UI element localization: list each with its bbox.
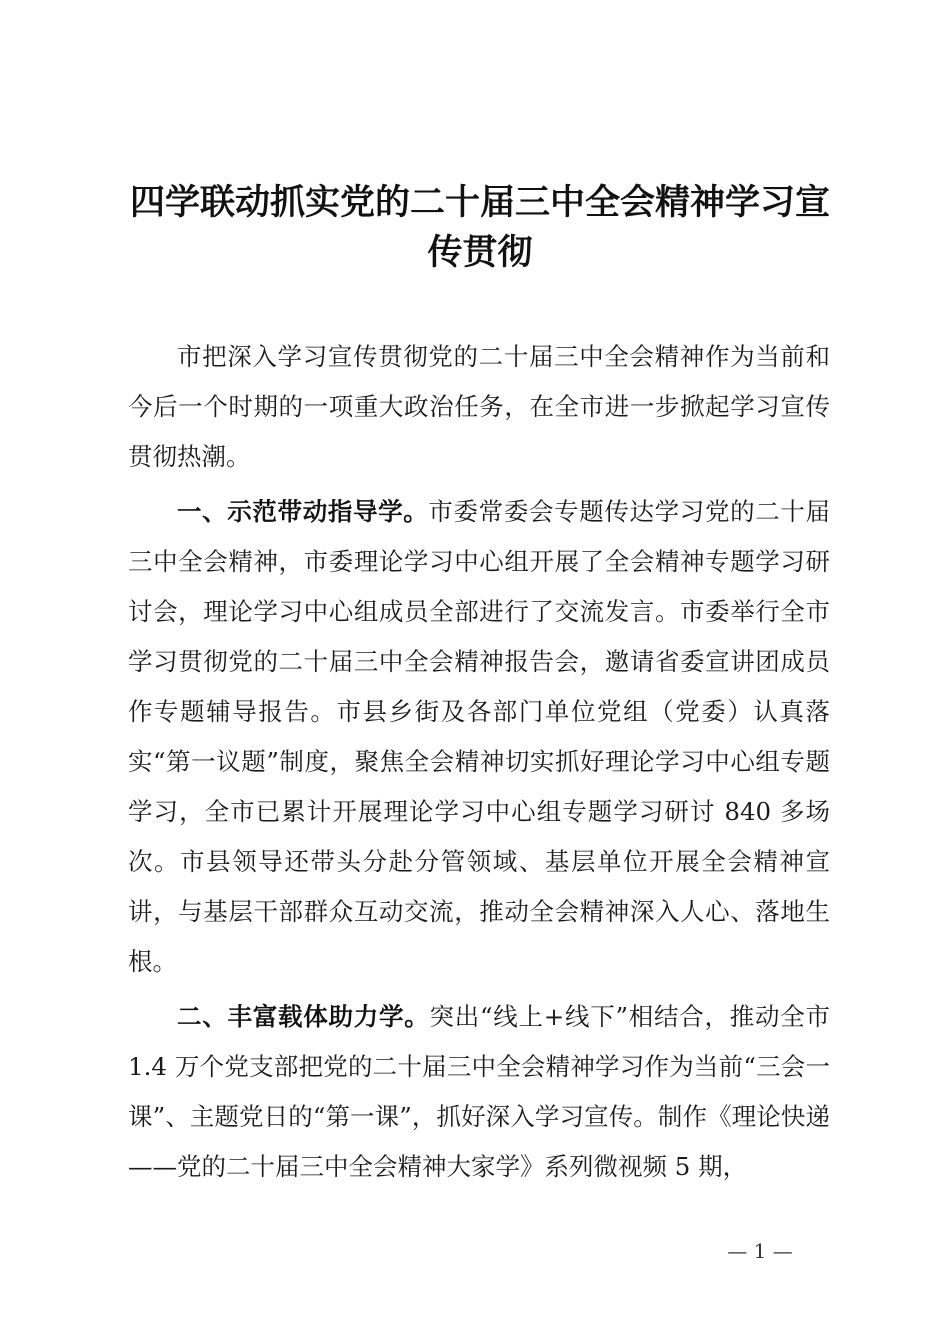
document-title: 四学联动抓实党的二十届三中全会精神学习宣传贯彻 (129, 183, 830, 273)
page-number: — 1 — (727, 1239, 793, 1263)
paragraph-section-2 (128, 992, 830, 1192)
paragraph-intro (128, 332, 830, 482)
paragraph-section-1 (128, 487, 830, 987)
paragraph-text: 市委常委会专题传达学习党的二十届三中全会精神，市委理论学习中心组开展了全会精神专题学习研讨会，理论学习中心组成员全部进行了交流发言。市委举行全市学习贯彻党的二十届三中全会精神报告会，邀请省委宣讲团成员作专题辅导报告。市县乡街及各部门单位党组（党委）认真落实“第一议题”制度，聚焦全会精神切实抓好理论学习中心组专题学习，全市已累计开展理论学习中心组专题学习研讨 840 多场次。市县领导还带头分赴分管领域、基层单位开展全会精神宣讲，与基层干部群众互动交流，推动全会精神深入人心、落地生根。 (128, 497, 831, 976)
document-body (128, 332, 830, 1197)
paragraph-text: 突出“线上+线下”相结合，推动全市 1.4 万个党支部把党的二十届三中全会精神学习作为当前“三会一课”、主题党日的“第一课”，抓好深入学习宣传。制作《理论快递——党的二十届三中全会精神大家学》系列微视频 5 期， (128, 1002, 831, 1181)
section-heading: 二、丰富载体助力学。 (177, 1002, 430, 1031)
paragraph-text: 市把深入学习宣传贯彻党的二十届三中全会精神作为当前和今后一个时期的一项重大政治任务，在全市进一步掀起学习宣传贯彻热潮。 (128, 342, 830, 471)
section-heading: 一、示范带动指导学。 (177, 497, 429, 526)
